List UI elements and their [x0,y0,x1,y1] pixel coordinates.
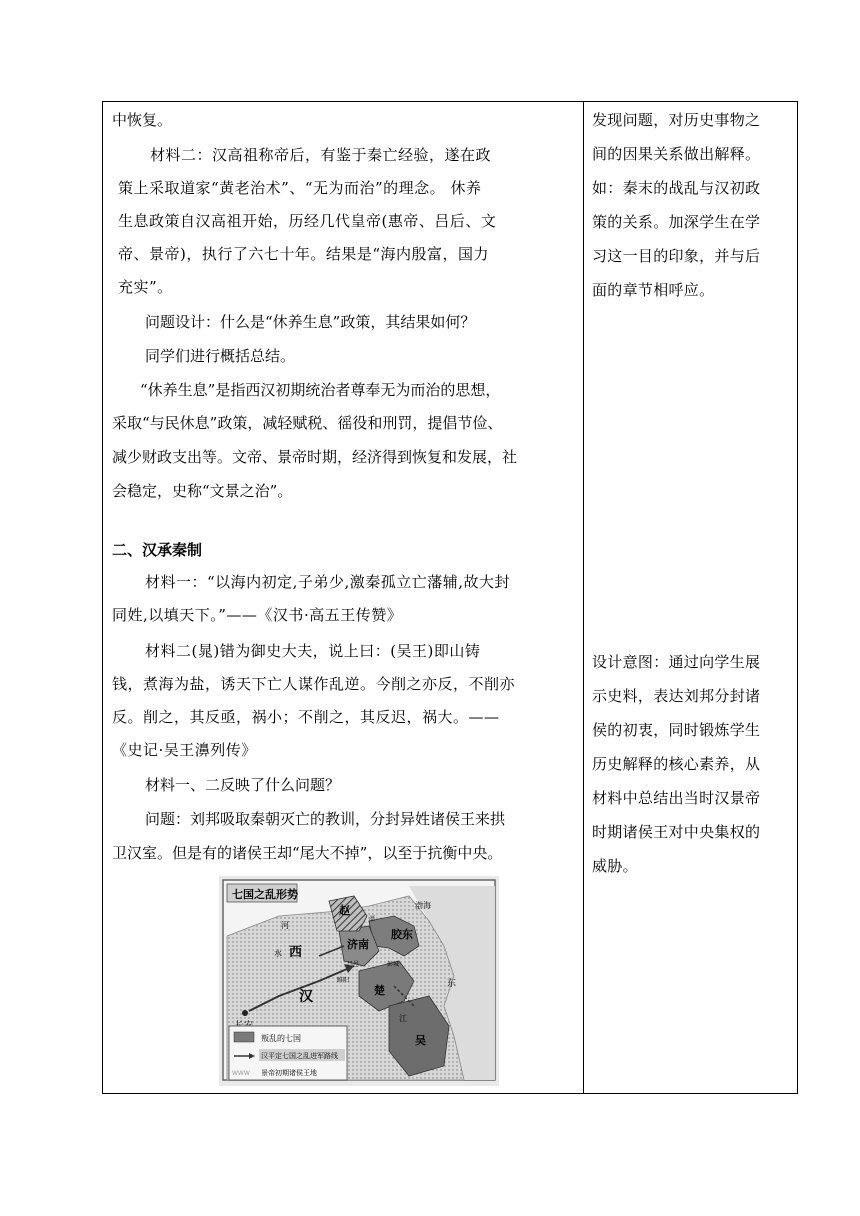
text-line: 习这一目的印象，并与后 [592,247,761,265]
text-line: 间的因果关系做出解释。 [592,145,761,163]
legend-rebels: 叛乱的七国 [261,1034,301,1043]
text-line: 材料一、二反映了什么问题？ [145,776,341,794]
text-line: 减少财政支出等。文帝、景帝时期，经济得到恢复和发展，社 [112,448,518,466]
text-line: 卫汉室。但是有的诸侯王却“尾大不掉”，以至于抗衡中央。 [112,844,503,862]
text-line: 《史记·吴王濞列传》 [112,741,257,759]
text-line: 威胁。 [592,857,638,875]
text-line: 帝、景帝)，执行了六七十年。结果是“海内殷富，国力 [118,245,490,263]
label-han: 汉 [299,989,313,1005]
legend-swatch-rebels [234,1032,254,1042]
text-line: 同学们进行概括总结。 [145,347,296,365]
text-line: 如：秦末的战乱与汉初政 [592,179,761,197]
text-line: 材料一：“以海内初定,子弟少,激秦孤立亡藩辅,故大封 [145,573,510,591]
text-line: 钱，煮海为盐，诱天下亡人谋作乱逆。今削之亦反，不削亦 [112,675,516,693]
text-line: 反。削之，其反亟，祸小；不削之，其反迟，祸大。—— [112,708,500,726]
label-chu: 楚 [374,984,385,997]
label-wu: 吴 [415,1034,426,1047]
label-dong: 东 [447,979,457,989]
text-line: 问题：刘邦吸取秦朝灭亡的教训，分封异姓诸侯王来拱 [145,810,506,828]
section-heading: 二、汉承秦制 [112,541,203,559]
map-title: 七国之乱形势 [232,888,298,901]
text-line: 策上采取道家“黄老治术”、“无为而治”的理念。 休养 [118,179,482,197]
text-line: 历史解释的核心素养，从 [592,755,761,773]
text-line: 策的关系。加深学生在学 [592,213,761,231]
text-line: 生息政策自汉高祖开始，历经几代皇帝(惠帝、吕后、文 [118,212,497,230]
legend-route: 汉平定七国之乱进军路线 [261,1052,338,1060]
text-line: 材料中总结出当时汉景帝 [592,789,761,807]
legend-watermark: WWW [232,1070,250,1077]
text-line: 发现问题，对历史事物之 [592,111,761,129]
changan-marker [242,1010,248,1016]
label-zhao: 赵 [339,904,350,917]
text-line: 充实”。 [118,278,173,296]
text-line: 材料二：汉高祖称帝后，有鉴于秦亡经验，遂在政 [150,146,492,164]
text-line: 中恢复。 [112,111,173,129]
text-line: 会稳定，史称“文景之治”。 [112,482,293,500]
text-line: “休养生息”是指西汉初期统治者尊奉无为而治的思想， [140,381,501,399]
text-line: 采取“与民休息”政策，减轻赋税、徭役和刑罚，提倡节俭、 [112,414,503,432]
text-line: 问题设计：什么是“休养生息”政策，其结果如何？ [145,313,476,331]
text-line: 面的章节相呼应。 [592,281,715,299]
label-pengcheng: 彭城 [387,961,400,968]
text-line: 示史料，表达刘邦分封诸 [592,687,761,705]
label-bohai: 渤海 [415,901,431,910]
label-he: 河 [281,921,289,930]
label-zhuang: 淄 [369,916,376,923]
label-suiyang: 睢阳 [337,977,350,984]
label-xi: 西 [289,945,303,960]
label-jiaodong: 胶东 [391,928,413,941]
text-line: 时期诸侯王对中央集权的 [592,823,761,841]
label-shui: 水 [274,949,282,958]
legend-vassal-lands: 景帝初期诸侯王地 [261,1069,317,1077]
text-line: 材料二(晁)错为御史大夫，说上曰：(吴王)即山铸 [145,642,481,660]
seven-states-rebellion-map [219,876,499,1086]
column-divider [583,101,584,1094]
label-maoyang: 昌邑 [347,961,360,968]
label-jinan: 济南 [347,938,369,951]
label-jiang: 江 [399,1014,407,1023]
text-line: 设计意图：通过向学生展 [592,653,761,671]
text-line: 同姓,以填天下。”——《汉书·高五王传赞》 [112,606,403,624]
text-line: 侯的初衷，同时锻炼学生 [592,721,761,739]
